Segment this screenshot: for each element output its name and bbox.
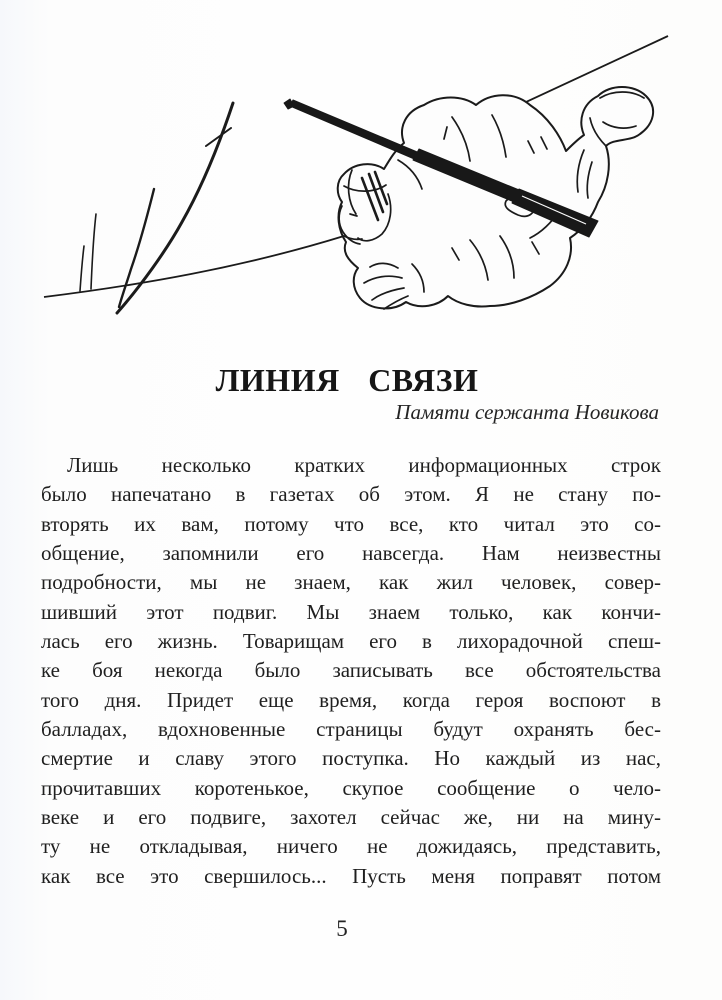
paragraph-line: подробности, мы не знаем, как жил человек, совер- [41, 570, 661, 595]
paragraph-line: лась его жизнь. Товарищам его в лихорадочной спеш- [41, 629, 661, 654]
paragraph-line: общение, запомнили его навсегда. Нам неизвестны [41, 541, 661, 566]
paragraph-line: веке и его подвиге, захотел сейчас же, ни на мину- [41, 805, 661, 830]
paragraph-line: смертие и славу этого поступка. Но каждый из нас, [41, 746, 661, 771]
paragraph-line: ту не откладывая, ничего не дожидаясь, представить, [41, 834, 661, 859]
paragraph-line: было напечатано в газетах об этом. Я не стану по- [41, 482, 661, 507]
soldier-crawling-with-wire-illustration [0, 0, 722, 340]
paragraph-line: как все это свершилось... Пусть меня поправят потом [41, 863, 661, 888]
telephone-wire-lower [44, 236, 344, 297]
paragraph [41, 451, 661, 891]
paragraph-line: Лишь несколько кратких информационных строк [67, 453, 661, 477]
paragraph-line: ке боя некогда было записывать все обстоятельства [41, 658, 661, 683]
paragraph-line: того дня. Придет еще время, когда героя воспоют в [41, 687, 661, 712]
dedication: Памяти сержанта Новикова [395, 400, 659, 424]
paragraph-line: балладах, вдохновенные страницы будут охранять бес- [41, 717, 661, 742]
paragraph-line: прочитавших коротенькое, скупое сообщение о чело- [41, 775, 661, 800]
paragraph-line: вторять их вам, потому что все, кто читал это со- [41, 511, 661, 536]
story-title: ЛИНИЯ СВЯЗИ [215, 362, 479, 399]
paragraph-line: шивший этот подвиг. Мы знаем только, как кончи- [41, 599, 661, 624]
page-number: 5 [336, 916, 348, 941]
branches [80, 103, 233, 313]
